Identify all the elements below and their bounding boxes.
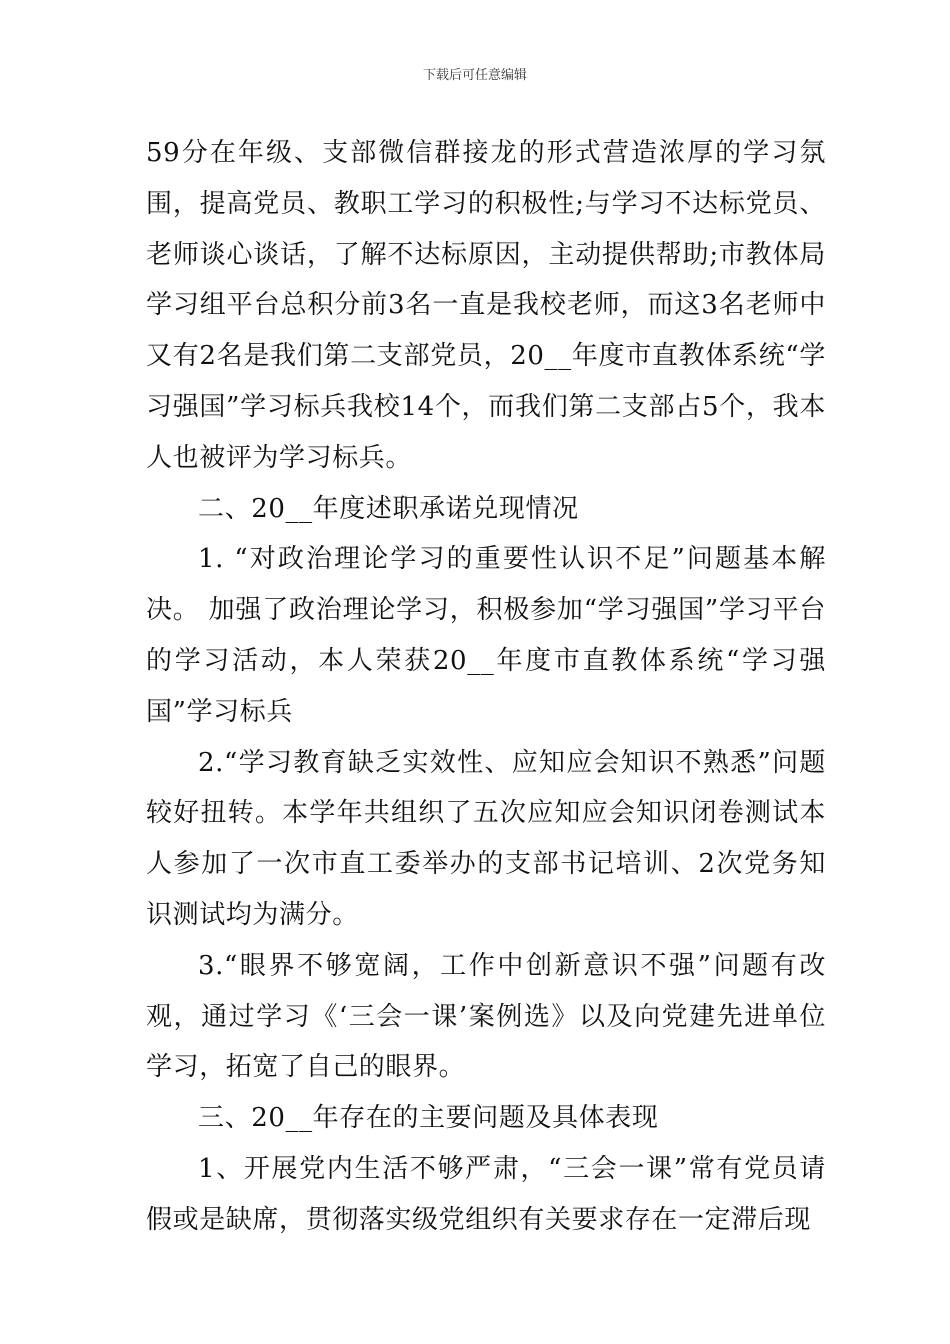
section-heading-3: 三、20__年存在的主要问题及具体表现 bbox=[198, 1103, 659, 1134]
problem-item-1: 1、开展党内生活不够严肃，“三会一课”常有党员请假或是缺席，贯彻落实级党组织有关要求存在一定滞后现 bbox=[146, 1153, 826, 1235]
paragraph-continuation: 59分在年级、支部微信群接龙的形式营造浓厚的学习氛围，提高党员、教职工学习的积极性;与学习不达标党员、老师谈心谈话，了解不达标原因，主动提供帮助;市教体局学习组平台总积分前3名一直是我校老师，而这3名老师中又有2名是我们第二支部党员，20__年度市直教体系统“学习强国”学习标兵我校14个，而我们第二支部占5个，我本人也被评为学习标兵。 bbox=[146, 138, 826, 473]
list-item-3: 3.“眼界不够宽阔，工作中创新意识不强”问题有改观，通过学习《‘三会一课’案例选》以及向党建先进单位学习，拓宽了自己的眼界。 bbox=[146, 950, 826, 1083]
list-item-1: 1. “对政治理论学习的重要性认识不足”问题基本解决。 加强了政治理论学习，积极参加“学习强国”学习平台的学习活动，本人荣获20__年度市直教体系统“学习强国”学习标兵 bbox=[146, 544, 826, 727]
list-item-2: 2.“学习教育缺乏实效性、应知应会知识不熟悉”问题较好扭转。本学年共组织了五次应知应会知识闭卷测试本人参加了一次市直工委举办的支部书记培训、2次党务知识测试均为满分。 bbox=[146, 747, 826, 930]
section-heading-2: 二、20__年度述职承诺兑现情况 bbox=[198, 493, 579, 524]
page-header: 下载后可任意编辑 bbox=[422, 68, 527, 83]
document-body bbox=[146, 128, 826, 1246]
